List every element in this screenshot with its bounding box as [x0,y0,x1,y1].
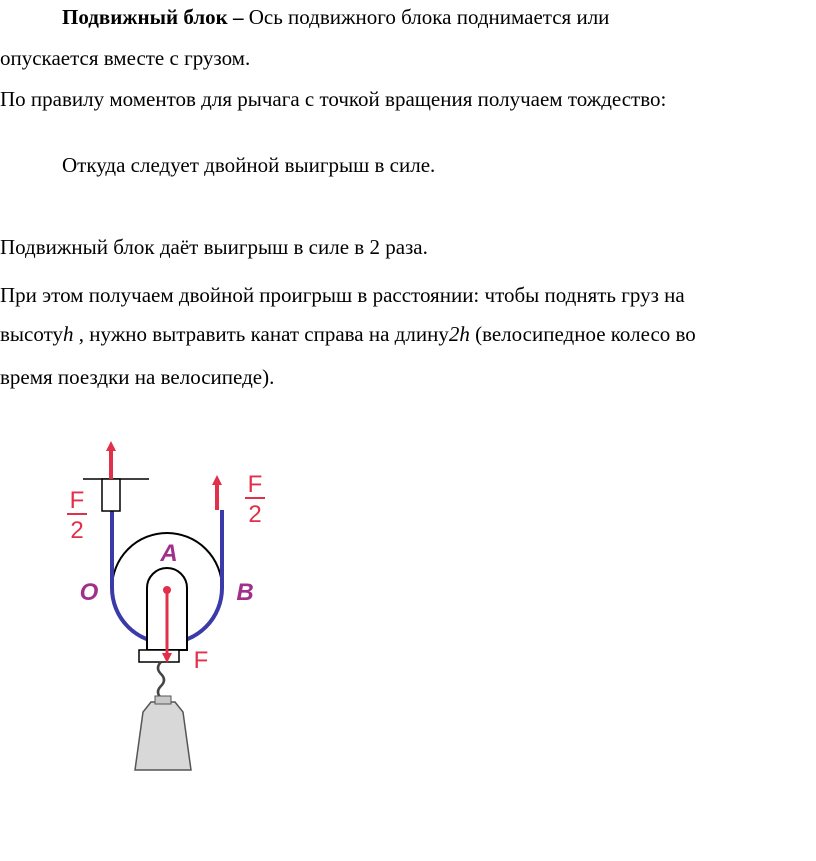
label-a: A [160,540,178,567]
text-segment: высоту [0,322,63,346]
term-heading: Подвижный блок – [62,5,244,29]
weight [135,702,191,770]
paragraph-line-4: Откуда следует двойной выигрыш в силе. [62,153,436,177]
hook-chain [158,662,164,698]
text-segment: , нужно вытравить канат справа на длину [73,322,449,346]
paragraph-line-1 [62,4,609,30]
weight-top [155,696,171,704]
label-f-left-den: 2 [70,517,84,544]
paragraph-line-2: опускается вместе с грузом. [0,46,251,70]
hook-base [139,650,179,662]
paragraph-line-6: При этом получаем двойной проигрыш в расстоянии: чтобы поднять груз на [0,283,685,307]
variable-h: h [62,322,74,346]
paragraph-line-5: Подвижный блок даёт выигрыш в силе в 2 раза. [0,235,428,259]
text-segment: (велосипедное колесо во [469,322,696,346]
label-f-right-num: F [247,471,263,498]
label-b: B [236,579,254,606]
rope-anchor-block [102,479,120,511]
label-f-left-num: F [69,487,85,514]
variable-2h: 2h [448,322,470,346]
label-o: O [79,579,99,606]
paragraph-line-8: время поездки на велосипеде). [0,365,275,389]
definition-text: Ось подвижного блока поднимается или [243,5,610,29]
paragraph-line-7 [0,321,696,347]
label-f-right-den: 2 [248,501,262,528]
label-f: F [193,647,209,674]
movable-pulley-diagram [55,430,275,810]
paragraph-line-3: По правилу моментов для рычага с точкой вращения получаем тождество: [0,87,667,111]
